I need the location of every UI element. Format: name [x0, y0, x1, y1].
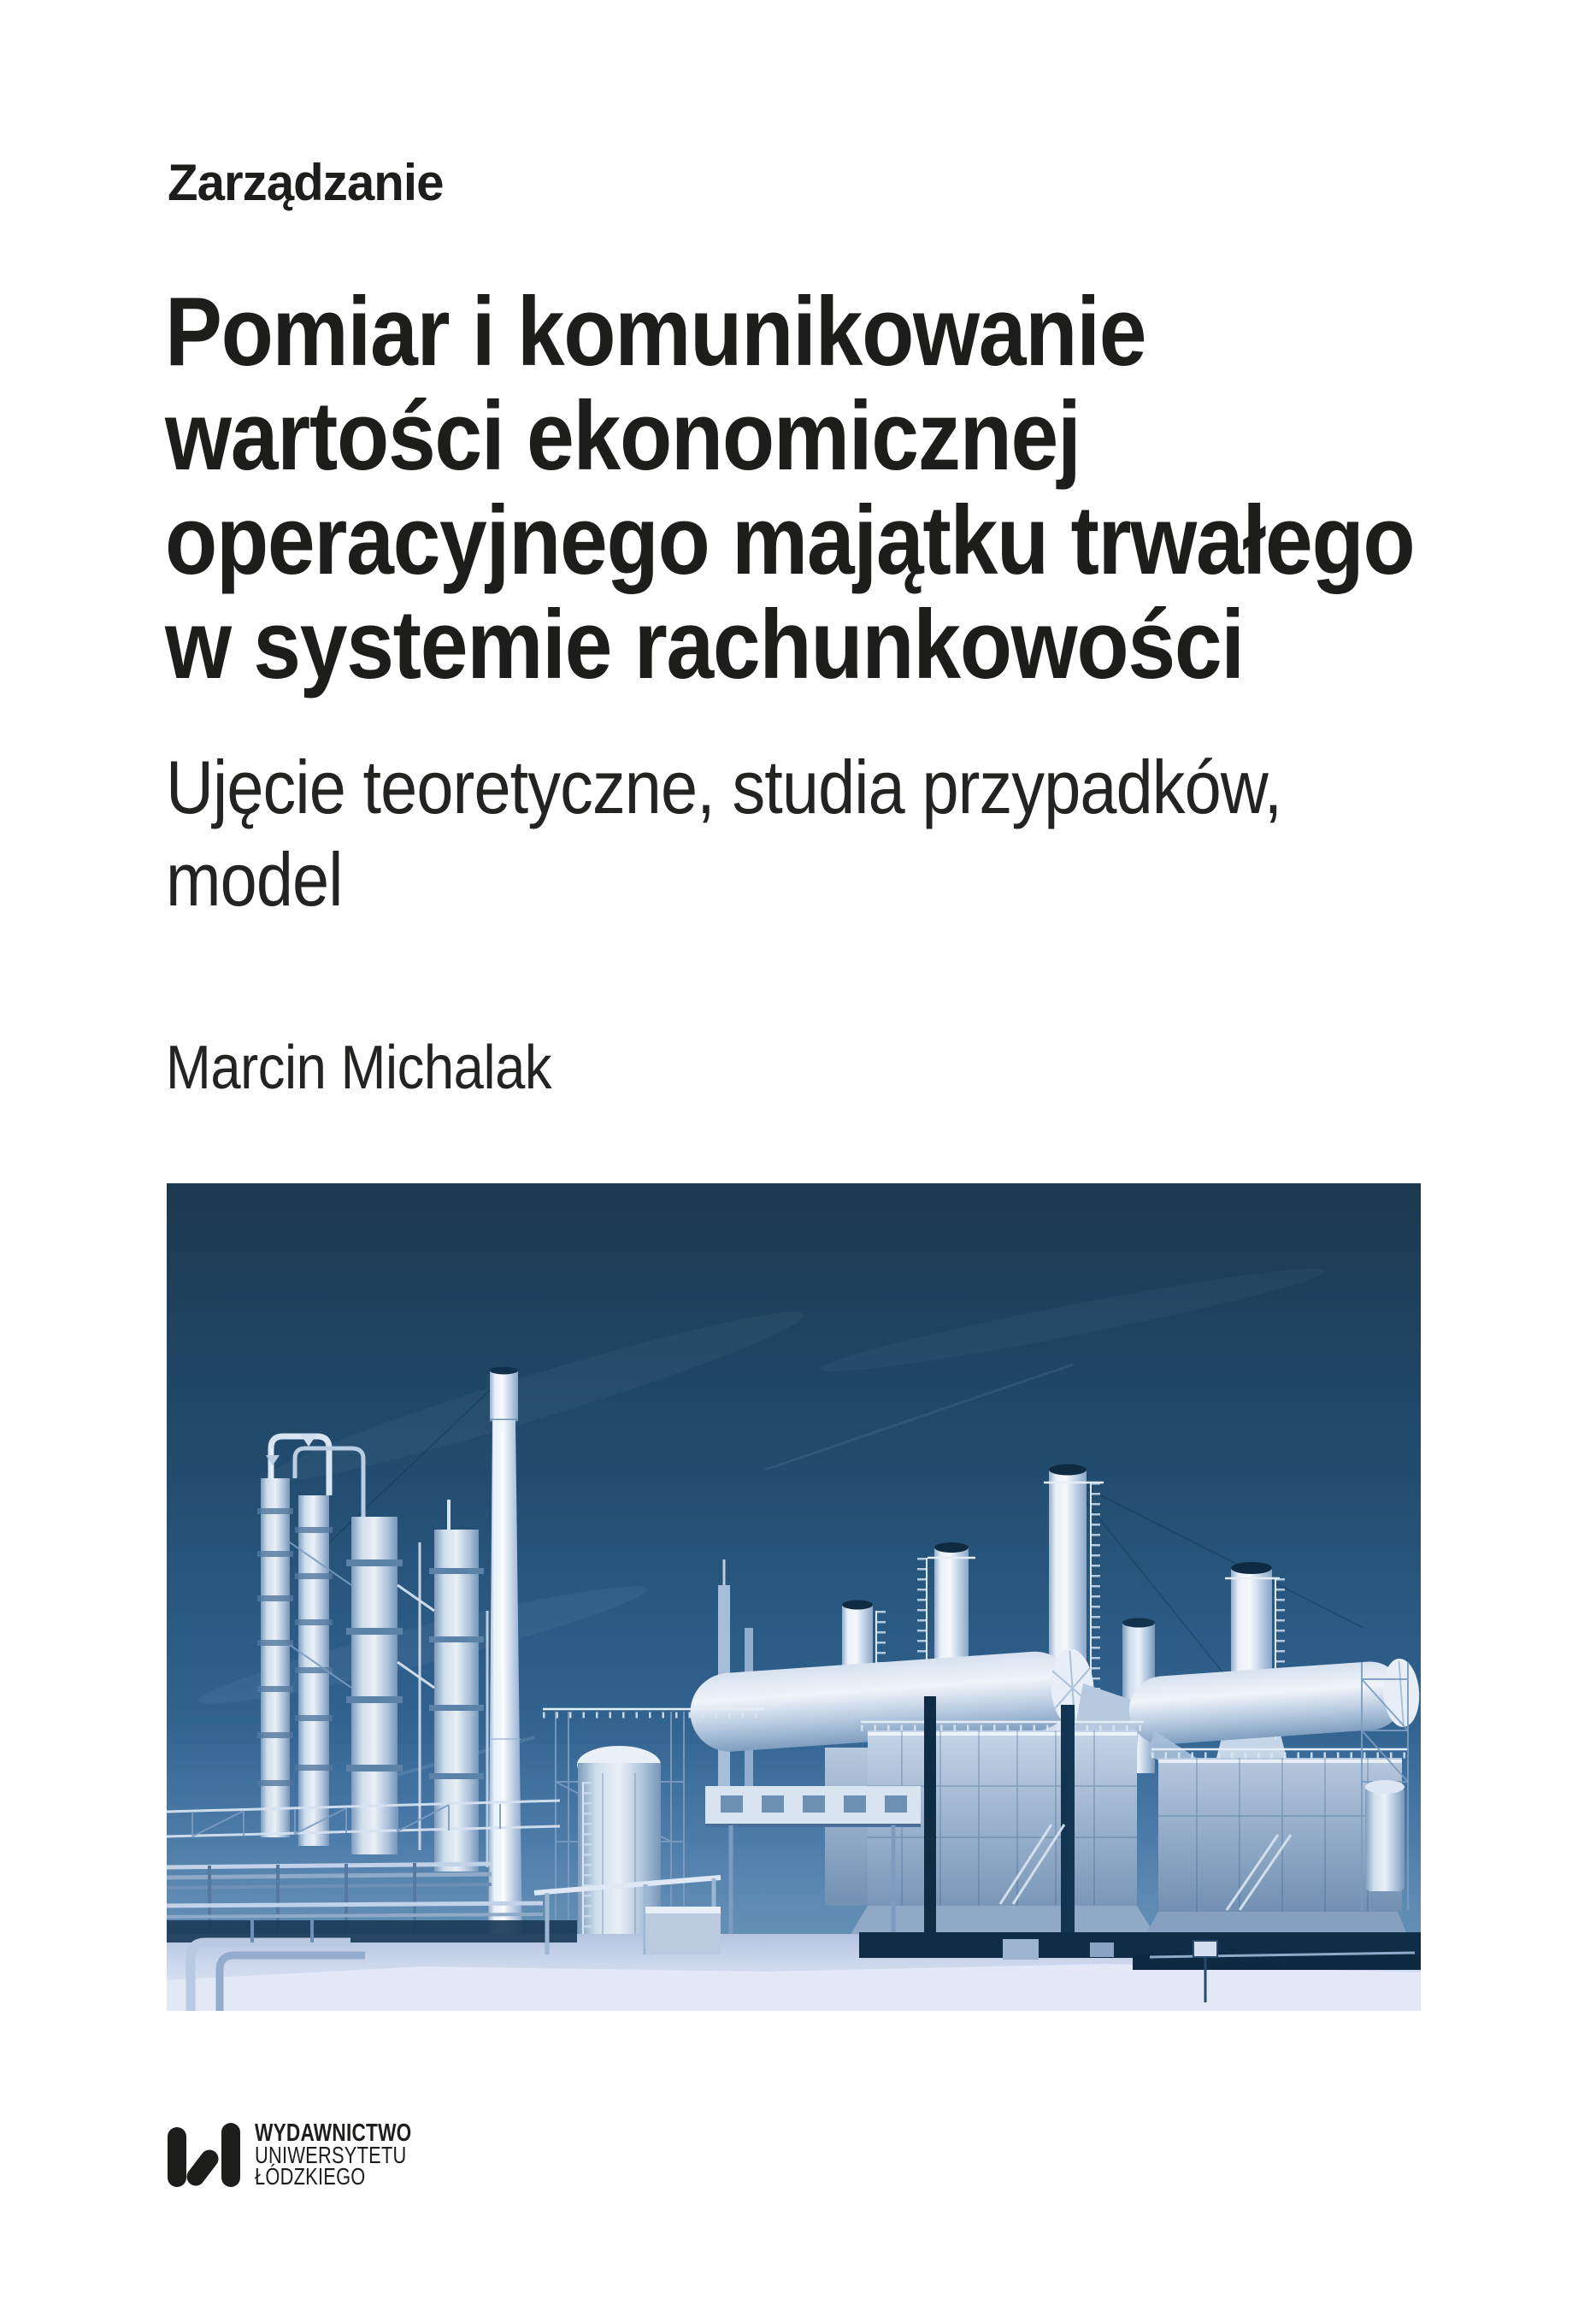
- refinery-photo-illustration: [167, 1183, 1421, 2011]
- subtitle-line-1: Ujęcie teoretyczne, studia przypadków,: [166, 745, 1282, 829]
- title-line-2: wartości ekonomicznej: [165, 382, 1081, 491]
- title-line-1: Pomiar i komunikowanie: [165, 278, 1146, 386]
- title-line-4: w systemie rachunkowości: [165, 591, 1244, 699]
- subtitle-line-2: model: [166, 837, 343, 922]
- series-label: Zarządzanie: [168, 154, 444, 211]
- book-title: [165, 280, 1414, 698]
- publisher-mark-icon: [168, 2122, 241, 2188]
- publisher-logo: [168, 2119, 456, 2190]
- publisher-name: [255, 2119, 412, 2190]
- author-name: Marcin Michalak: [166, 1034, 552, 1102]
- publisher-line-1: WYDAWNICTWO: [255, 2119, 412, 2147]
- book-subtitle: [166, 741, 1281, 926]
- cover-photo: [167, 1183, 1421, 2011]
- title-line-3: operacyjnego majątku trwałego: [165, 486, 1415, 595]
- publisher-line-3: ŁÓDZKIEGO: [255, 2163, 366, 2190]
- publisher-line-2: UNIWERSYTETU: [255, 2142, 407, 2168]
